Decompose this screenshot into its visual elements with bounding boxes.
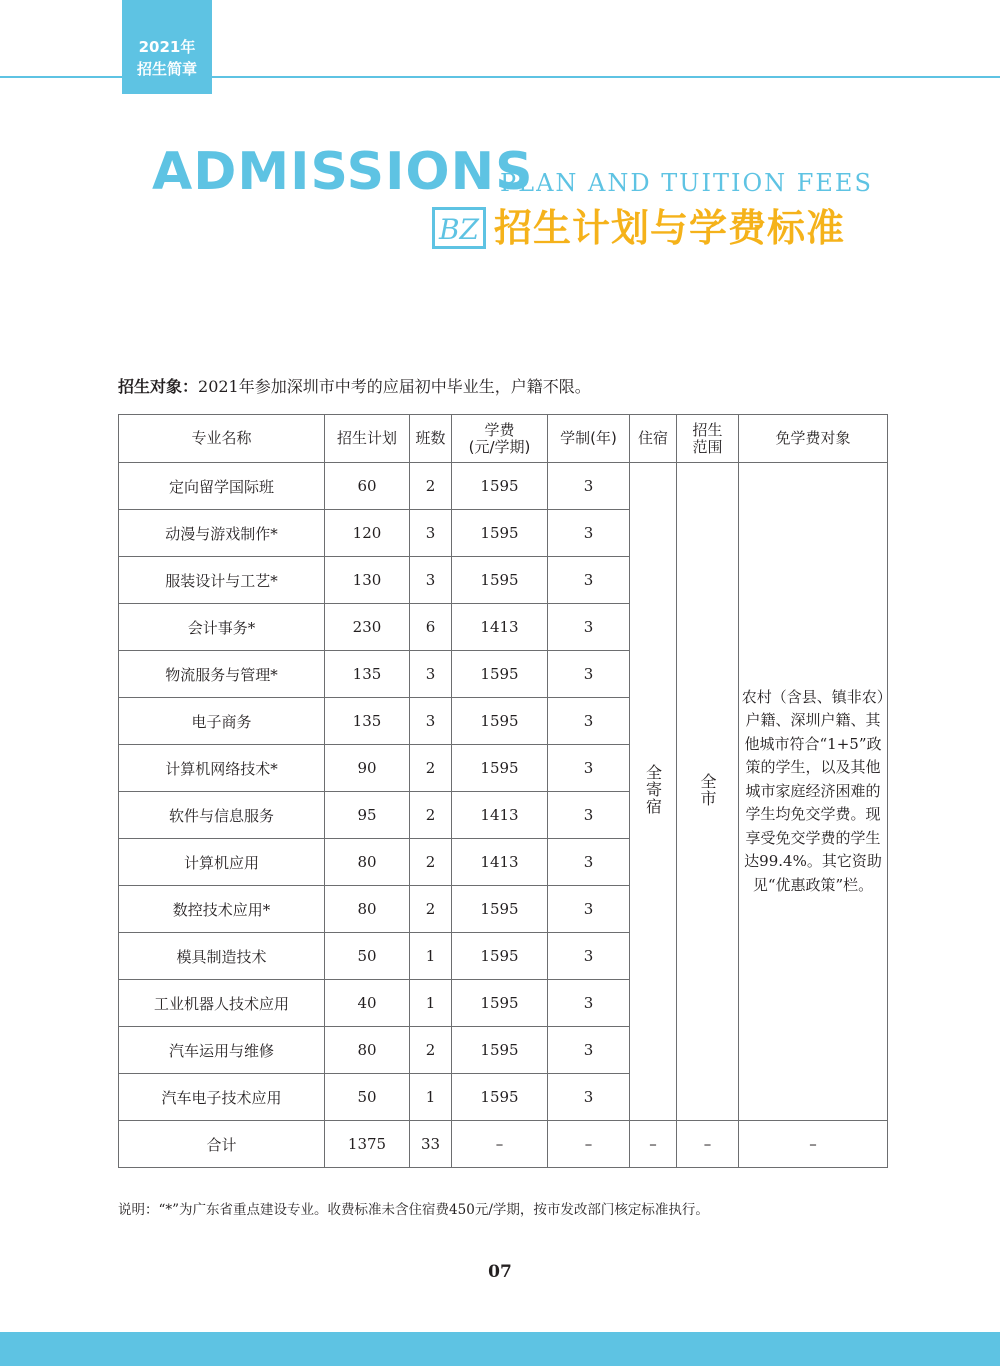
col-fee	[452, 415, 548, 463]
cell-dorm	[630, 463, 677, 1121]
header-tab	[122, 0, 212, 94]
enrollment-target	[118, 374, 591, 397]
cell-plan: 40	[325, 980, 410, 1027]
col-classes: 班数	[410, 415, 452, 463]
page-number: 07	[488, 1262, 512, 1282]
cell-fee: 1413	[452, 839, 548, 886]
total-dorm: –	[630, 1121, 677, 1168]
total-scope: –	[677, 1121, 739, 1168]
cell-major: 工业机器人技术应用	[119, 980, 325, 1027]
total-row	[119, 1121, 888, 1168]
cell-classes: 6	[410, 604, 452, 651]
cell-fee: 1595	[452, 1074, 548, 1121]
cell-classes: 2	[410, 792, 452, 839]
cell-plan: 90	[325, 745, 410, 792]
total-years: –	[548, 1121, 630, 1168]
cell-fee: 1595	[452, 745, 548, 792]
cell-plan: 135	[325, 698, 410, 745]
cell-years: 3	[548, 651, 630, 698]
header-row	[119, 415, 888, 463]
cell-years: 3	[548, 604, 630, 651]
cell-classes: 3	[410, 698, 452, 745]
admission-plan-table	[118, 414, 888, 1168]
total-fee: –	[452, 1121, 548, 1168]
cell-years: 3	[548, 745, 630, 792]
cell-years: 3	[548, 980, 630, 1027]
title-cn: 招生计划与学费标准	[494, 206, 846, 250]
col-major: 专业名称	[119, 415, 325, 463]
cell-years: 3	[548, 1074, 630, 1121]
cell-fee: 1413	[452, 604, 548, 651]
cell-plan: 80	[325, 1027, 410, 1074]
cell-classes: 2	[410, 1027, 452, 1074]
cell-years: 3	[548, 792, 630, 839]
total-exempt: –	[739, 1121, 888, 1168]
cell-plan: 80	[325, 839, 410, 886]
cell-fee: 1595	[452, 980, 548, 1027]
tab-title: 招生简章	[136, 60, 197, 78]
cell-plan: 95	[325, 792, 410, 839]
cell-years: 3	[548, 698, 630, 745]
scope-text: 全市	[698, 772, 717, 807]
cell-years: 3	[548, 839, 630, 886]
cell-major: 定向留学国际班	[119, 463, 325, 510]
cell-fee: 1595	[452, 463, 548, 510]
cell-plan: 230	[325, 604, 410, 651]
admissions-title: ADMISSIONS	[152, 142, 534, 202]
col-scope-line1: 招生	[692, 420, 723, 439]
cell-classes: 3	[410, 557, 452, 604]
cell-classes: 3	[410, 651, 452, 698]
cell-plan: 130	[325, 557, 410, 604]
cell-fee: 1595	[452, 651, 548, 698]
target-label: 招生对象：	[118, 377, 199, 396]
cell-major: 数控技术应用*	[119, 886, 325, 933]
col-fee-line2: (元/学期)	[468, 437, 531, 456]
table-row	[119, 463, 888, 510]
col-dorm: 住宿	[630, 415, 677, 463]
cell-classes: 2	[410, 839, 452, 886]
cell-major: 电子商务	[119, 698, 325, 745]
cell-years: 3	[548, 886, 630, 933]
cell-fee: 1595	[452, 557, 548, 604]
cell-classes: 2	[410, 886, 452, 933]
cell-classes: 1	[410, 933, 452, 980]
cell-fee: 1595	[452, 698, 548, 745]
cell-plan: 120	[325, 510, 410, 557]
cell-fee: 1595	[452, 933, 548, 980]
cell-fee: 1595	[452, 886, 548, 933]
col-exempt: 免学费对象	[739, 415, 888, 463]
col-scope	[677, 415, 739, 463]
cell-major: 汽车电子技术应用	[119, 1074, 325, 1121]
cell-scope	[677, 463, 739, 1121]
cell-major: 动漫与游戏制作*	[119, 510, 325, 557]
cell-classes: 1	[410, 980, 452, 1027]
cell-major: 模具制造技术	[119, 933, 325, 980]
cell-years: 3	[548, 557, 630, 604]
cell-major: 软件与信息服务	[119, 792, 325, 839]
cell-plan: 60	[325, 463, 410, 510]
cell-classes: 2	[410, 463, 452, 510]
cell-years: 3	[548, 1027, 630, 1074]
cell-major: 计算机网络技术*	[119, 745, 325, 792]
cell-years: 3	[548, 933, 630, 980]
footnote: 说明：“*”为广东省重点建设专业。收费标准未含住宿费450元/学期，按市发改部门核定标准执行。	[118, 1202, 709, 1218]
cell-plan: 50	[325, 1074, 410, 1121]
cell-years: 3	[548, 510, 630, 557]
total-plan: 1375	[325, 1121, 410, 1168]
cell-major: 汽车运用与维修	[119, 1027, 325, 1074]
col-years: 学制(年)	[548, 415, 630, 463]
cell-plan: 80	[325, 886, 410, 933]
footer-bar	[0, 1332, 1000, 1366]
cell-fee: 1595	[452, 510, 548, 557]
bz-logo	[432, 207, 486, 249]
total-classes: 33	[410, 1121, 452, 1168]
col-scope-line2: 范围	[692, 437, 723, 456]
cell-classes: 1	[410, 1074, 452, 1121]
col-fee-line1: 学费	[484, 420, 515, 439]
total-label: 合计	[119, 1121, 325, 1168]
cell-major: 物流服务与管理*	[119, 651, 325, 698]
cell-fee: 1595	[452, 1027, 548, 1074]
target-text: 2021年参加深圳市中考的应届初中毕业生，户籍不限。	[198, 377, 591, 396]
cell-plan: 135	[325, 651, 410, 698]
cell-years: 3	[548, 463, 630, 510]
logo-text: BZ	[438, 213, 480, 246]
tab-year: 2021年	[138, 38, 196, 56]
dorm-text: 全寄宿	[643, 764, 663, 815]
col-plan: 招生计划	[325, 415, 410, 463]
cell-fee: 1413	[452, 792, 548, 839]
subtitle-en: PLAN AND TUITION FEES	[500, 169, 873, 197]
cell-classes: 2	[410, 745, 452, 792]
cell-major: 会计事务*	[119, 604, 325, 651]
cell-major: 计算机应用	[119, 839, 325, 886]
cell-major: 服装设计与工艺*	[119, 557, 325, 604]
cell-exempt: 农村（含县、镇非农）户籍、深圳户籍、其他城市符合“1+5”政策的学生，以及其他城市家庭经济困难的学生均免交学费。现享受免交学费的学生达99.4%。其它资助见“优惠政策”栏。	[739, 463, 888, 1121]
cell-plan: 50	[325, 933, 410, 980]
cell-classes: 3	[410, 510, 452, 557]
